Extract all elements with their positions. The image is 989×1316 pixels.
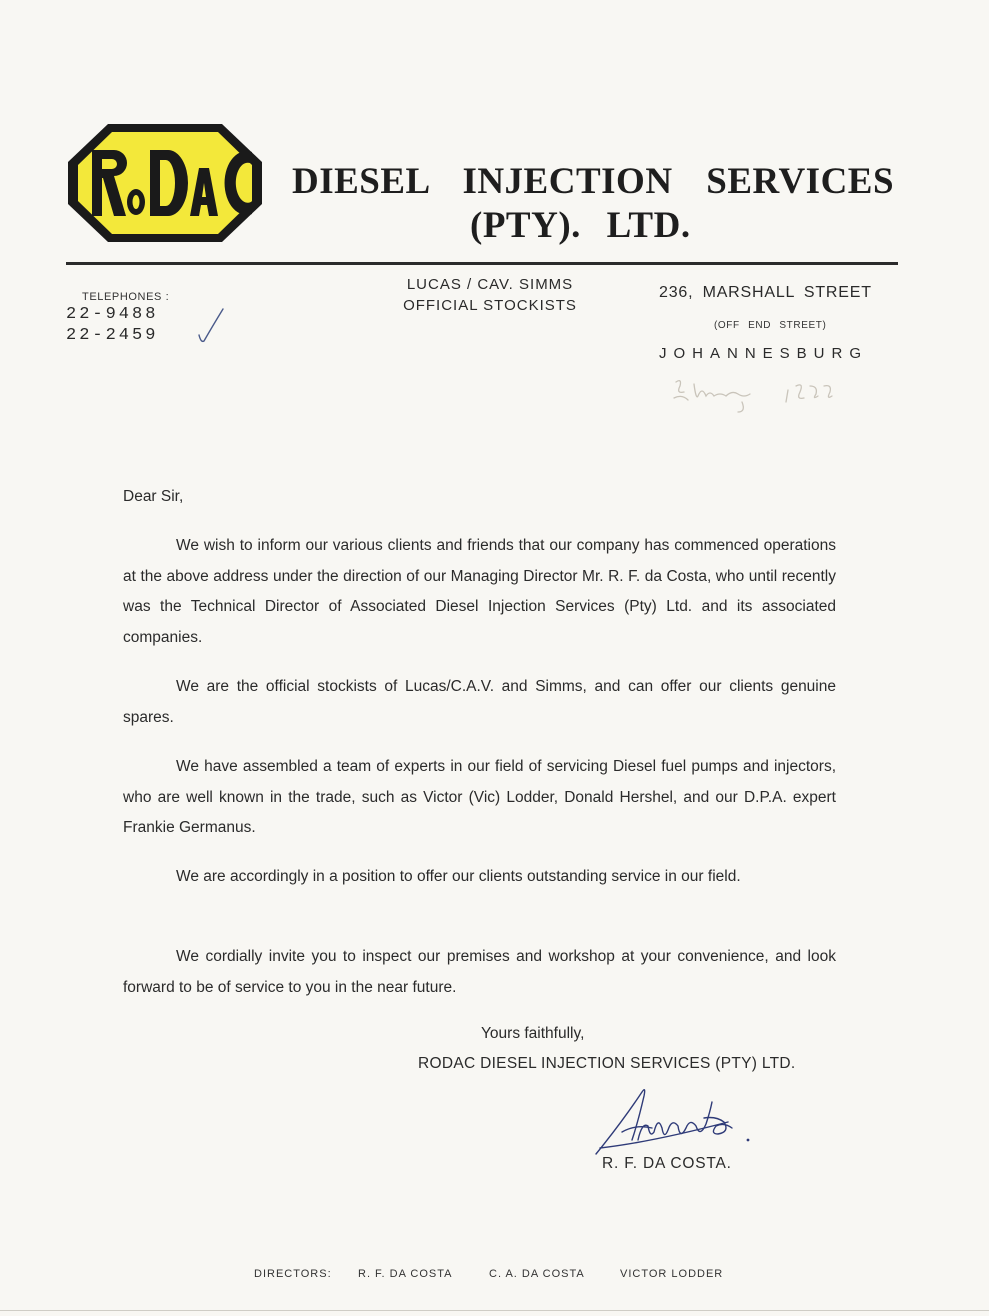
closing: Yours faithfully, <box>481 1025 585 1042</box>
stockists-line1: LUCAS / CAV. SIMMS <box>406 276 574 293</box>
salutation: Dear Sir, <box>123 488 184 505</box>
paragraph-5: We cordially invite you to inspect our premises and workshop at your convenience, and look forward to be of service to you in the near future. <box>123 948 836 996</box>
stockists-line2: OFFICIAL STOCKISTS <box>403 297 577 314</box>
address-street: 236, MARSHALL STREET <box>659 284 872 301</box>
company-name-line2: (PTY). LTD. <box>470 205 691 246</box>
paragraph-4: We are accordingly in a position to offer our clients outstanding service in our field. <box>176 868 741 885</box>
directors-footer <box>254 1268 723 1280</box>
paragraph-3: We have assembled a team of experts in our field of servicing Diesel fuel pumps and injectors, who are well known in the trade, such as Victor (Vic) Lodder, Donald Hershel, and our D.P.A. expert Frankie Germanus. <box>123 758 836 836</box>
director-1: R. F. DA COSTA <box>358 1268 453 1280</box>
page-edge-line <box>0 1310 989 1311</box>
telephone-number-1: 22-9488 <box>66 305 159 324</box>
address-city: JOHANNESBURG <box>659 345 869 362</box>
header-divider <box>66 262 898 265</box>
telephones-label: TELEPHONES : <box>82 291 170 303</box>
address-note: (OFF END STREET) <box>714 320 827 331</box>
stockists-notice <box>380 274 600 316</box>
pencil-date-scribble <box>668 372 838 417</box>
company-name-line1: DIESEL INJECTION SERVICES <box>292 161 895 202</box>
handwritten-signature <box>592 1082 757 1162</box>
paragraph-2: We are the official stockists of Lucas/C.A.V. and Simms, and can offer our clients genuine spares. <box>123 678 836 726</box>
handwritten-check-icon <box>196 305 226 345</box>
company-name <box>292 160 895 248</box>
paragraph-1: We wish to inform our various clients and friends that our company has commenced operations at the above address under the direction of our Managing Director Mr. R. F. da Costa, who until recently was the Technical Director of Associated Diesel Injection Services (Pty) Ltd. and its associated companies. <box>123 537 836 646</box>
directors-label: DIRECTORS: <box>254 1268 332 1280</box>
telephone-number-2: 22-2459 <box>66 326 159 345</box>
rodac-logo <box>66 122 264 244</box>
signatory-name: R. F. DA COSTA. <box>602 1155 732 1172</box>
director-3: VICTOR LODDER <box>620 1268 724 1280</box>
director-2: C. A. DA COSTA <box>489 1268 585 1280</box>
closing-company: RODAC DIESEL INJECTION SERVICES (PTY) LTD. <box>418 1055 796 1072</box>
